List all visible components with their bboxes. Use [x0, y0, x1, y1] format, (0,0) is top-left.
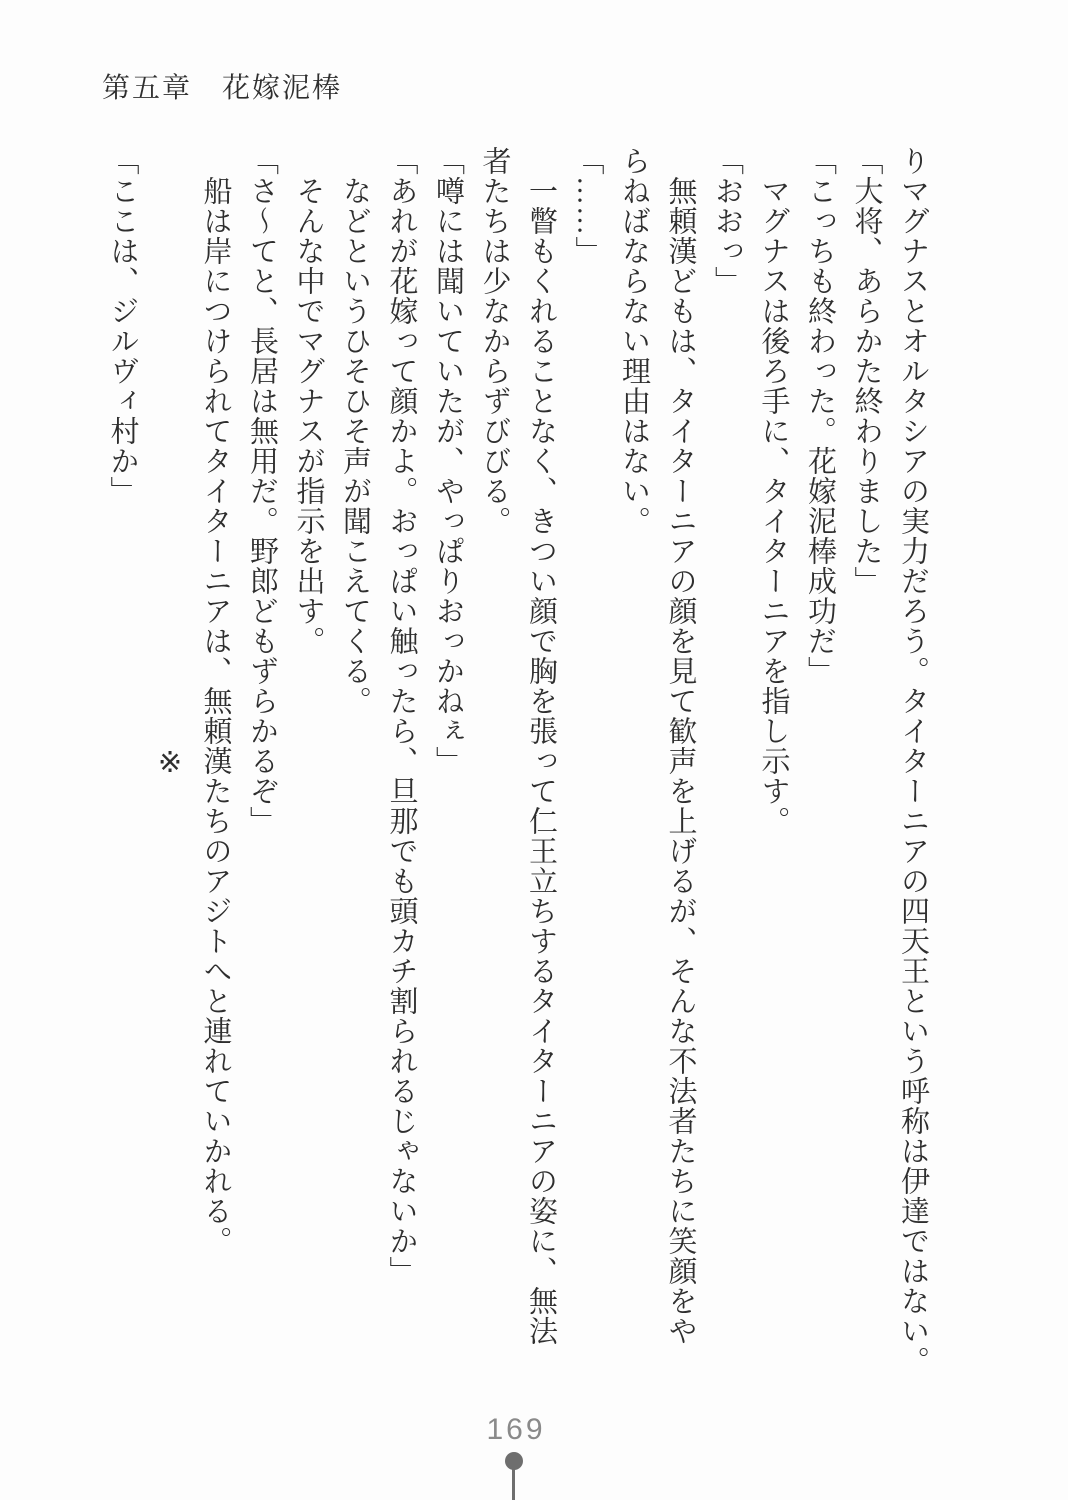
text-column: りマグナスとオルタシアの実力だろう。タイターニアの四天王という呼称は伊達ではない。	[897, 146, 929, 1376]
text-column: 「大将、あらかた終わりました」	[850, 146, 883, 596]
text-column: そんな中でマグナスが指示を出す。	[292, 176, 325, 656]
text-column: 一瞥もくれることなく、きつい顔で胸を張って仁王立ちするタイターニアの姿に、無法	[525, 176, 557, 1346]
text-column: らねばならない理由はない。	[618, 146, 650, 536]
chapter-header: 第五章 花嫁泥棒	[102, 73, 343, 104]
text-column: 船は岸につけられてタイターニアは、無頼漢たちのアジトへと連れていかれる。	[199, 176, 232, 1256]
footer-line-marker	[512, 1468, 515, 1500]
text-column: 「さ〜てと、長居は無用だ。野郎どもずらかるぞ」	[246, 146, 278, 836]
text-column: 「ここは、ジルヴィ村か」	[106, 146, 139, 506]
vertical-text-block	[91, 146, 928, 1378]
text-column: 「……」	[571, 146, 604, 266]
text-column: 「こっちも終わった。花嫁泥棒成功だ」	[804, 146, 836, 686]
text-column: 無頼漢どもは、タイターニアの顔を見て歓声を上げるが、そんな不法者たちに笑顔をや	[664, 176, 697, 1346]
text-column: 「おおっ」	[711, 146, 743, 296]
text-column: マグナスは後ろ手に、タイターニアを指し示す。	[757, 176, 790, 836]
section-break-marker: ※	[153, 744, 185, 780]
page-number-label: 169	[486, 1413, 546, 1446]
text-column: 「噂には聞いていたが、やっぱりおっかねぇ」	[432, 146, 464, 776]
text-column: などというひそひそ声が聞こえてくる。	[339, 176, 371, 716]
text-column: 者たちは少なからずびびる。	[478, 146, 511, 536]
text-column: 「あれが花嫁って顔かよ。おっぱい触ったら、旦那でも頭カチ割られるじゃないか」	[385, 146, 418, 1286]
